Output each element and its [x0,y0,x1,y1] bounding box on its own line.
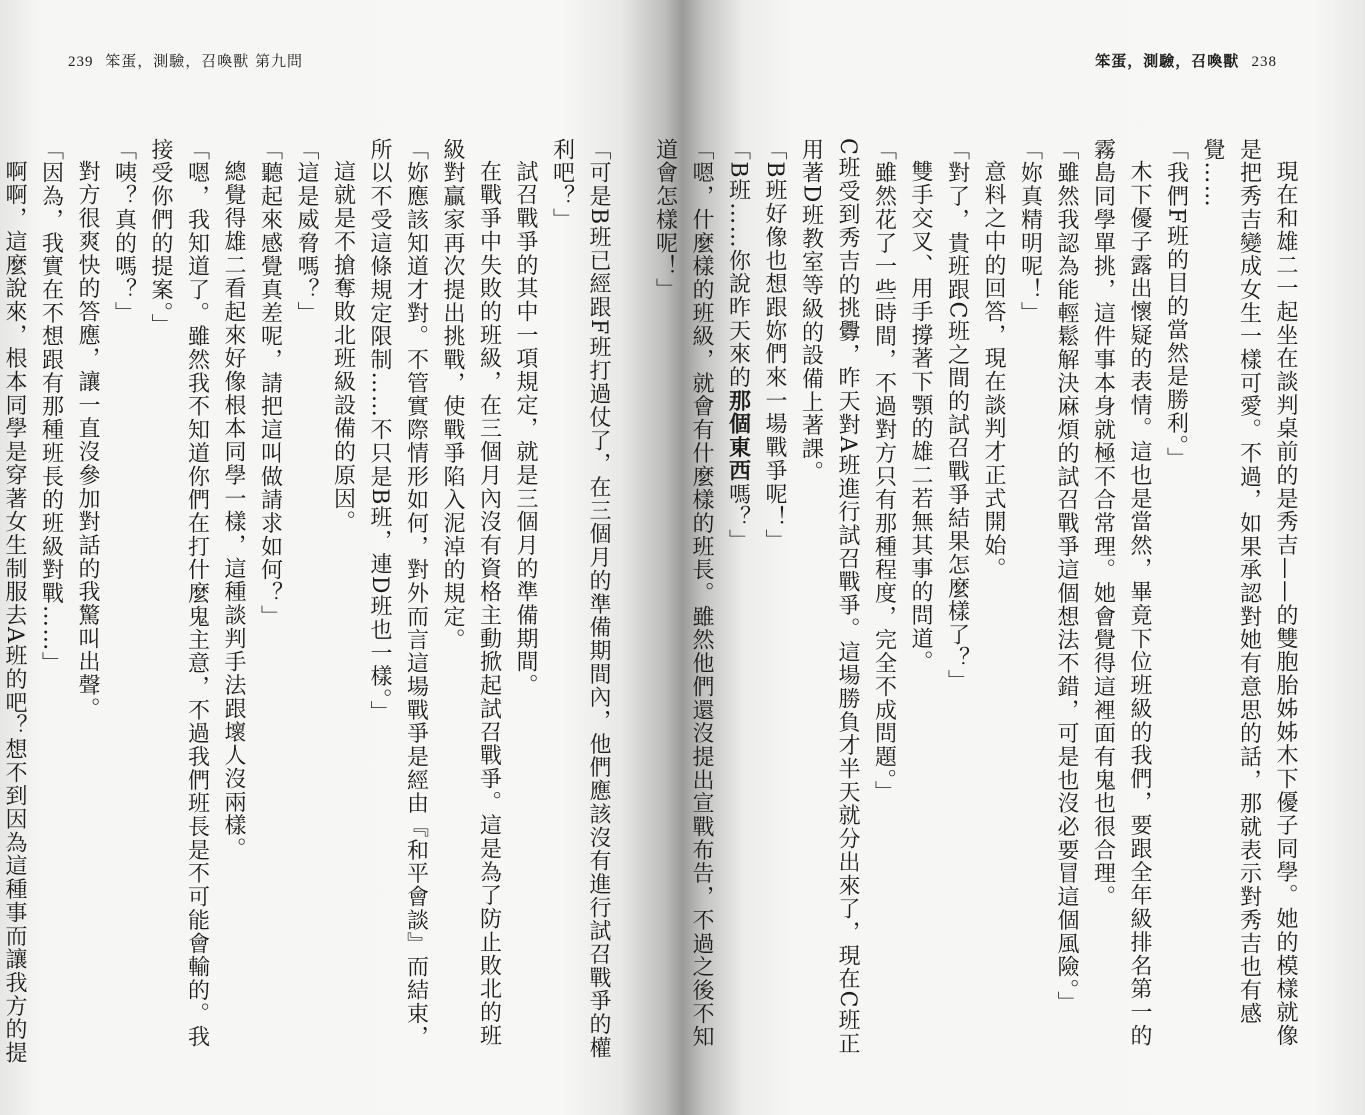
left-running-title: 笨蛋，測驗，召喚獸 第九問 [105,52,304,70]
paragraph-text: 「B班……你說昨天來的 [725,138,751,390]
right-running-title: 笨蛋，測驗，召喚獸 [1095,52,1240,70]
paragraph: 「對了，貴班跟C班之間的試召戰爭結果怎麼樣了？」 [944,138,970,694]
paragraph: 「雖然我認為能輕鬆解決麻煩的試召戰爭這個想法不錯，可是也沒必要冒這個風險。」 [1054,138,1079,1015]
paragraph: 「這是威脅嗎？」 [294,138,319,325]
paragraph: 「咦？真的嗎？」 [111,138,137,325]
right-page [652,0,1365,1115]
paragraph: 「聽起來感覺真差呢，請把這叫做請求如何？」 [257,138,283,629]
right-page-number: 238 [1251,54,1277,70]
paragraph: 「B班好像也想跟妳們來一場戰爭呢！」 [762,138,787,553]
right-running-head [1095,50,1283,71]
left-running-head [62,50,303,71]
left-page-number: 239 [68,54,94,70]
paragraph: 在戰爭中失敗的班級，在三個月內沒有資格主動掀起試召戰爭。這是為了防止敗北的班級對贏家再次提出挑戰，使戰爭陷入泥淖的規定。 [440,138,502,1048]
paragraph: 「嗯，我知道了。雖然我不知道你們在打什麼鬼主意，不過我們班長是不可能會輸的。我接受你們的提案。」 [148,138,210,1049]
paragraph: 雙手交叉、用手撐著下顎的雄二若無其事的問道。 [908,160,933,674]
paragraph: 「可是B班已經跟F班打過仗了，在三個月的準備期間內，他們應該沒有進行試召戰爭的權利吧？」 [549,138,611,1060]
emphasized-text: 那個東西 [725,389,751,483]
left-page-text [2,138,616,1068]
paragraph-text: 嗎？」 [725,482,751,553]
paragraph: 「妳真精明呢！」 [1017,138,1043,325]
paragraph: 「因為，我實在不想跟有那種班長的班級對戰……」 [38,138,64,676]
paragraph: 總覺得雄二看起來好像根本同學一樣，這種談判手法跟壞人沒兩樣。 [221,160,246,861]
paragraph: C班受到秀吉的挑釁，昨天對A班進行試召戰爭。這場勝負才半天就分出來了，現在C班正用著D班教室等級的設備上著課。 [798,138,860,1056]
paragraph: 這就是不搶奪敗北班級設備的原因。 [330,160,356,534]
paragraph: 意料之中的回答，現在談判才正式開始。 [981,160,1006,581]
paragraph: 「雖然花了一些時間，不過對方只有那種程度，完全不成問題。」 [871,138,897,805]
paragraph: 試召戰爭的其中一項規定，就是三個月的準備期間。 [513,160,538,698]
paragraph: 現在和雄二一起坐在談判桌前的是秀吉——的雙胞胎姊姊木下優子同學。她的模樣就像是把秀吉變成女生一樣可愛。不過，如果承認對她有意思的話，那就表示對秀吉也有感覺…… [1200,138,1298,1048]
paragraph: 「嗯，什麼樣的班級，就會有什麼樣的班長。雖然他們還沒提出宣戰布告，不過之後不知道會怎樣呢！」 [652,138,714,1049]
paragraph: 啊啊，這麼說來，根本同學是穿著女生制服去A班的吧？想不到因為這種事而讓我方的提 [2,160,27,1065]
paragraph: 「我們F班的目的當然是勝利。」 [1163,138,1189,471]
paragraph [719,138,756,1068]
paragraph: 木下優子露出懷疑的表情。這也是當然，畢竟下位班級的我們，要跟全年級排名第一的霧島同學單挑，這件事本身就極不合常理。她會覺得這裡面有鬼也很合理。 [1090,138,1152,1048]
right-page-text [652,138,1303,1068]
paragraph: 對方很爽快的答應，讓一直沒參加對話的我驚叫出聲。 [75,160,100,721]
paragraph: 「妳應該知道才對。不管實際情形如何，對外而言這場戰爭是經由『和平會談』而結束，所以不受這條規定限制……不只是B班，連D班也一樣。」 [367,138,429,1049]
